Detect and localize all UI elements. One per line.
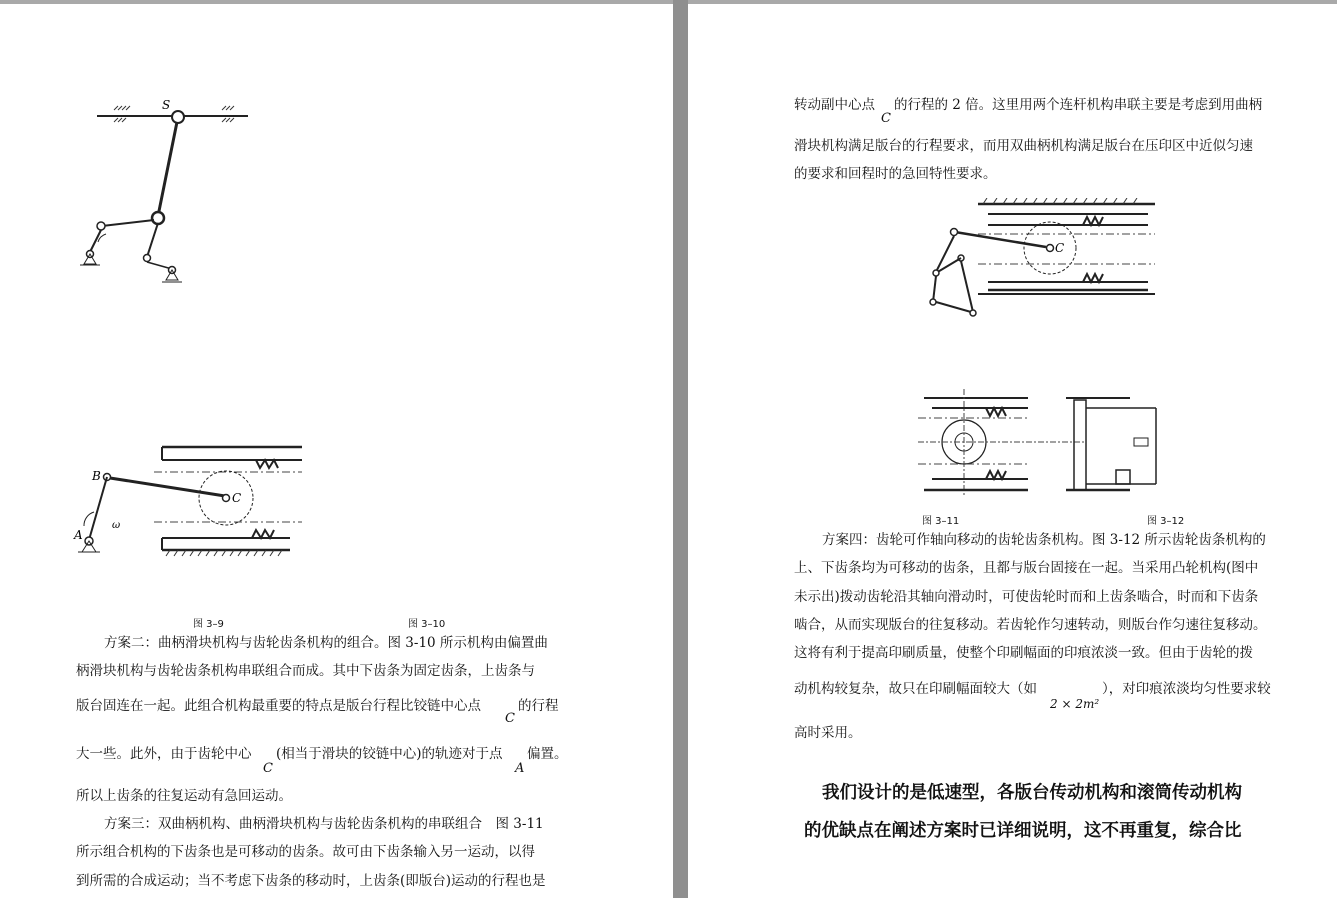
variable-c: C [263,761,273,776]
document-page-left [0,4,673,898]
paragraph-line: 的要求和回程时的急回特性要求。 [794,166,997,182]
label-c: C [232,491,242,505]
label-c: C [1055,241,1065,255]
paragraph-line: 啮合，从而实现版台的往复移动。若齿轮作匀速转动，则版台作匀速往复移动。 [794,617,1267,633]
figure-caption-3-12: 图 3–12 [1147,516,1185,527]
formula-2x2m2: 2 × 2m² [1050,697,1100,711]
paragraph-line: 的行程的 2 倍。这里用两个连杆机构串联主要是考虑到用曲柄 [894,97,1263,113]
paragraph-line: 方案四：齿轮可作轴向移动的齿轮齿条机构。图 3-12 所示齿轮齿条机构的 [822,532,1266,548]
bold-conclusion-line: 的优缺点在阐述方案时已详细说明，这不再重复，综合比 [804,821,1242,841]
paragraph-line: 柄滑块机构与齿轮齿条机构串联组合而成。其中下齿条为固定齿条，上齿条与 [76,663,535,679]
figure-double-crank-diagram [923,198,1163,328]
paragraph-line: ），对印痕浓淡均匀性要求较 [1102,681,1271,697]
paragraph-line: 偏置。 [527,746,568,762]
paragraph-line: 未示出)拨动齿轮沿其轴向滑动时，可使齿轮时而和上齿条啮合，时而和下齿条 [794,589,1259,605]
paragraph-line: 上、下齿条均为可移动的齿条，且都与版台固接在一起。当采用凸轮机构(图中 [794,560,1259,576]
variable-c: C [505,711,515,726]
figure-3-10-diagram [70,432,315,567]
paragraph-line: 所以上齿条的往复运动有急回运动。 [76,788,292,804]
page-gutter [673,0,688,898]
paragraph-line: 版台固连在一起。此组合机构最重要的特点是版台行程比铰链中心点 [76,698,481,714]
paragraph-line: 转动副中心点 [794,97,875,113]
figure-3-11-3-12-diagram [916,384,1166,499]
figure-caption-3-9: 图 3–9 [193,619,224,630]
paragraph-line: 到所需的合成运动；当不考虑下齿条的移动时，上齿条(即版台)运动的行程也是 [76,873,546,889]
paragraph-line: 高时采用。 [794,725,862,741]
figure-caption-3-10: 图 3–10 [408,619,446,630]
document-page-right [688,4,1337,898]
variable-a: A [515,761,525,776]
figure-linkage-diagram [70,92,260,292]
paragraph-line: 这将有利于提高印刷质量，使整个印刷幅面的印痕浓淡一致。但由于齿轮的拨 [794,645,1253,661]
label-b: B [92,469,101,483]
label-a: A [74,528,83,542]
paragraph-line: 动机构较复杂，故只在印刷幅面较大（如 [794,681,1037,697]
paragraph-line: 所示组合机构的下齿条也是可移动的齿条。故可由下齿条输入另一运动，以得 [76,844,535,860]
paragraph-line: 的行程 [518,698,559,714]
bold-conclusion-line: 我们设计的是低速型，各版台传动机构和滚筒传动机构 [822,783,1242,803]
figure-caption-3-11: 图 3–11 [922,516,960,527]
paragraph-line: 方案三：双曲柄机构、曲柄滑块机构与齿轮齿条机构的串联组合 图 3-11 [104,816,544,832]
variable-c: C [881,111,891,126]
paragraph-line: (相当于滑块的铰链中心)的轨迹对于点 [276,746,503,762]
paragraph-line: 方案二：曲柄滑块机构与齿轮齿条机构的组合。图 3-10 所示机构由偏置曲 [104,635,548,651]
paragraph-line: 大一些。此外，由于齿轮中心 [76,746,252,762]
label-omega: ω [112,520,121,531]
paragraph-line: 滑块机构满足版台的行程要求，而用双曲柄机构满足版台在压印区中近似匀速 [794,138,1253,154]
label-s: S [162,98,171,112]
